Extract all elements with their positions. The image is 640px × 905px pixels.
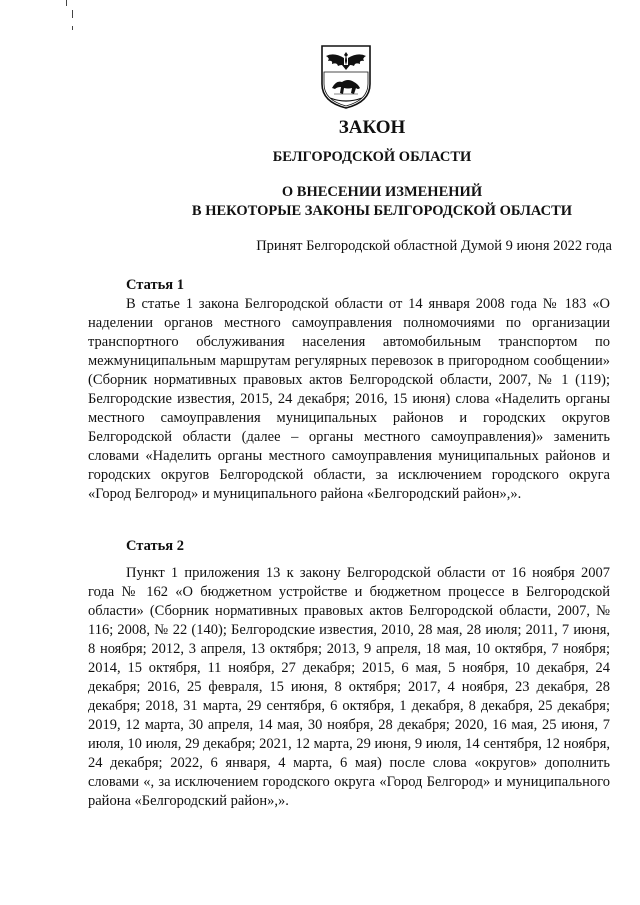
article-body: Пункт 1 приложения 13 к закону Белгородской области от 16 ноября 2007 года № 162 «О бюджетном устройстве и бюджетном процессе в Белгородской области» (Сборник нормативных правовых актов Белгородской области, 2007, № 116; 2008, № 22 (140); Белгородские известия, 2010, 28 мая, 28 июля; 2011, 7 июня, 8 ноября; 2012, 3 апреля, 13 октября; 2013, 9 апреля, 18 мая, 10 октября, 7 ноября; 2014, 15 октября, 11 ноября, 27 декабря; 2015, 6 мая, 5 ноября, 10 декабря, 24 декабря; 2016, 25 февраля, 15 июня, 8 октября; 2017, 4 ноября, 23 декабря, 28 декабря; 2018, 31 марта, 29 сентября, 6 октября, 1 декабря, 8 декабря, 25 декабря; 2019, 12 марта, 30 апреля, 14 мая, 30 ноября, 28 декабря; 2020, 16 мая, 25 июня, 7 июля, 10 июля, 29 декабря; 2021, 12 марта, 29 июня, 9 июля, 14 сентября, 12 ноября, 24 декабря; 2022, 6 января, 4 марта, 6 мая) после слова «округов» дополнить словами «, за исключением городского округа «Город Белгород» и муниципального района «Белгородский район»,». xyxy=(88,565,610,809)
region-title: БЕЛГОРОДСКОЙ ОБЛАСТИ xyxy=(272,149,472,165)
law-title: ЗАКОН xyxy=(338,117,406,138)
scan-mark xyxy=(72,26,73,30)
adoption-note: Принят Белгородской областной Думой 9 июня 2022 года xyxy=(256,238,612,254)
law-subject-line1: О ВНЕСЕНИИ ИЗМЕНЕНИЙ xyxy=(281,184,483,200)
law-subject xyxy=(0,183,640,221)
article-heading: Статья 1 xyxy=(126,277,184,293)
law-subject-line2: В НЕКОТОРЫЕ ЗАКОНЫ БЕЛГОРОДСКОЙ ОБЛАСТИ xyxy=(191,203,573,219)
coat-of-arms-icon xyxy=(320,44,372,110)
scan-mark xyxy=(72,10,73,18)
article-body: В статье 1 закона Белгородской области от 14 января 2008 года № 183 «О наделении органов местного самоуправления полномочиями по организации транспортного обслуживания населения автомобильным транспортом по межмуниципальным маршрутам регулярных перевозок в пригородном сообщении» (Сборник нормативных правовых актов Белгородской области, 2007, № 1 (119); Белгородские известия, 2015, 24 декабря; 2016, 15 июня) слова «Наделить органы местного самоуправления муниципальных районов и городских округов Белгородской области (далее – органы местного самоуправления)» заменить словами «Наделить органы местного самоуправления муниципальных районов и городских округов Белгородской области, за исключением городского округа «Город Белгород» и муниципального района «Белгородский район»,». xyxy=(88,296,610,502)
article-2 xyxy=(88,537,610,811)
article-heading: Статья 2 xyxy=(126,538,184,554)
article-1 xyxy=(88,276,610,504)
scan-mark xyxy=(66,0,67,6)
